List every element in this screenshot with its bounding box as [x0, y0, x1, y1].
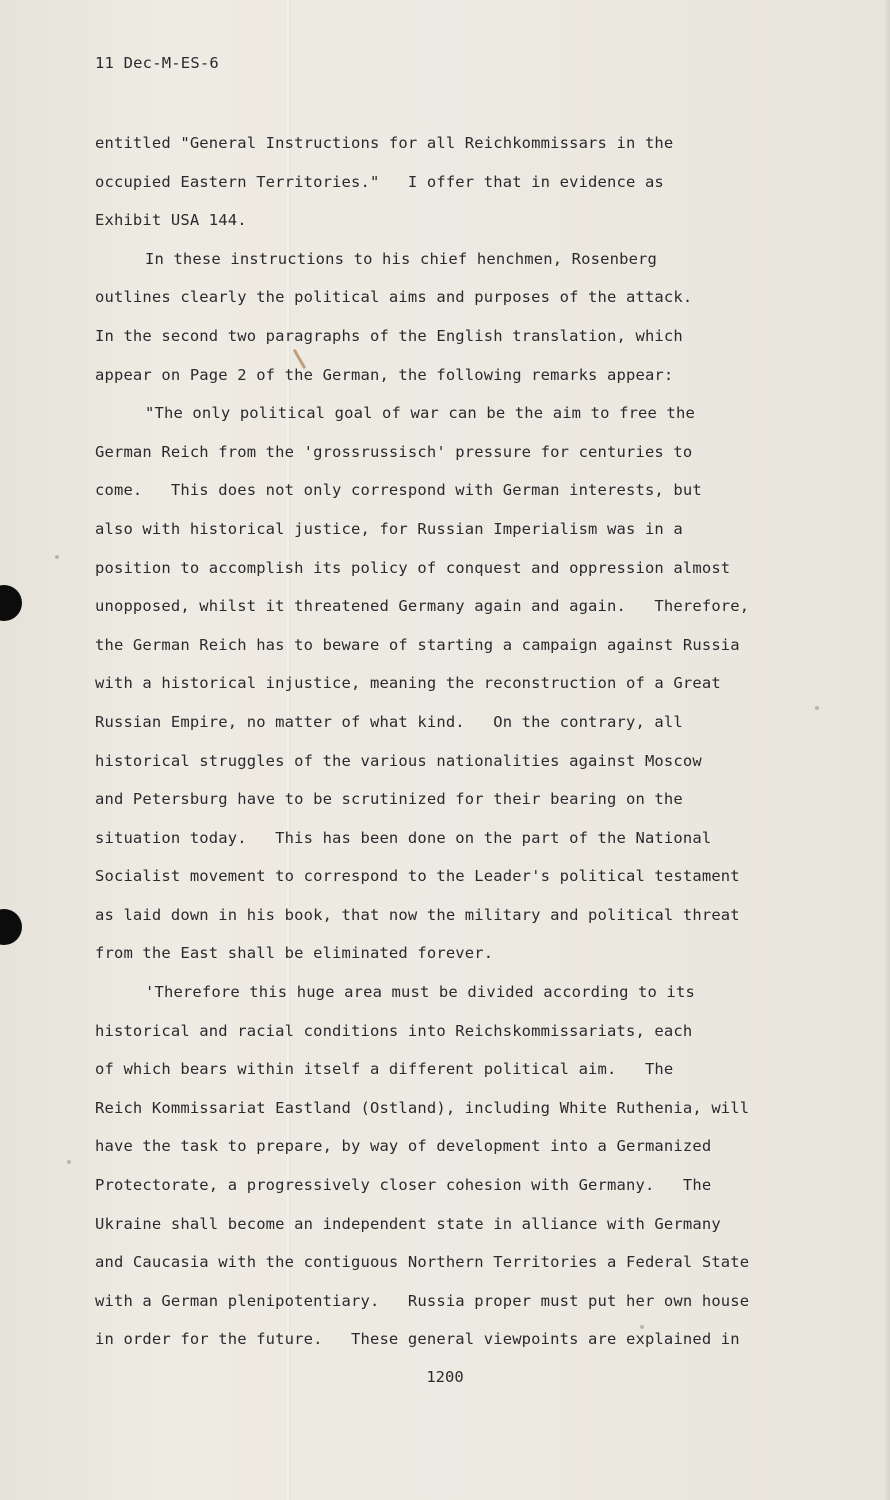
text-line: occupied Eastern Territories." I offer that in evidence as [95, 172, 664, 191]
text-line: with a German plenipotentiary. Russia proper must put her own house [95, 1291, 750, 1310]
text-line: Russian Empire, no matter of what kind. On the contrary, all [95, 712, 683, 731]
page-number: 1200 [426, 1368, 464, 1386]
text-line: from the East shall be eliminated forever. [95, 944, 494, 963]
text-line: Socialist movement to correspond to the Leader's political testament [95, 867, 740, 886]
text-line: also with historical justice, for Russian Imperialism was in a [95, 519, 683, 538]
text-line: in order for the future. These general viewpoints are explained in [95, 1330, 740, 1349]
text-line: Protectorate, a progressively closer cohesion with Germany. The [95, 1176, 712, 1195]
text-line: the German Reich has to beware of starting a campaign against Russia [95, 635, 740, 654]
text-line: as laid down in his book, that now the military and political threat [95, 905, 740, 924]
text-line: entitled "General Instructions for all Reichkommissars in the [95, 134, 674, 152]
text-line: 'Therefore this huge area must be divided according to its [145, 983, 695, 1002]
text-line: appear on Page 2 of the German, the following remarks appear: [95, 365, 674, 384]
text-line: Ukraine shall become an independent state in alliance with Germany [95, 1214, 721, 1233]
text-line: Exhibit USA 144. [95, 211, 247, 230]
text-line: have the task to prepare, by way of development into a Germanized [95, 1137, 712, 1156]
text-line: In these instructions to his chief henchmen, Rosenberg [145, 249, 658, 268]
text-line: come. This does not only correspond with German interests, but [95, 481, 702, 500]
text-line: historical and racial conditions into Reichskommissariats, each [95, 1021, 693, 1040]
text-line: position to accomplish its policy of conquest and oppression almost [95, 558, 731, 577]
text-line: historical struggles of the various nationalities against Moscow [95, 751, 702, 770]
punch-hole-icon [0, 585, 22, 621]
text-line: of which bears within itself a different political aim. The [95, 1060, 674, 1079]
paper-speck [55, 555, 59, 559]
text-line: with a historical injustice, meaning the reconstruction of a Great [95, 674, 721, 693]
page-edge-shadow [884, 0, 890, 1500]
text-line: outlines clearly the political aims and purposes of the attack. [95, 288, 693, 307]
text-line: situation today. This has been done on the part of the National [95, 828, 712, 847]
text-line: unopposed, whilst it threatened Germany again and again. Therefore, [95, 597, 750, 616]
paper-speck [815, 706, 819, 710]
document-code: 11 Dec-M-ES-6 [95, 54, 219, 72]
paper-speck [67, 1160, 71, 1164]
document-body [95, 124, 785, 1359]
text-line: "The only political goal of war can be the aim to free the [145, 404, 695, 423]
text-line: and Petersburg have to be scrutinized for their bearing on the [95, 790, 683, 809]
text-line: and Caucasia with the contiguous Northern Territories a Federal State [95, 1253, 750, 1272]
text-line: In the second two paragraphs of the English translation, which [95, 326, 683, 345]
punch-hole-icon [0, 909, 22, 945]
text-line: German Reich from the 'grossrussisch' pressure for centuries to [95, 442, 693, 461]
text-line: Reich Kommissariat Eastland (Ostland), including White Ruthenia, will [95, 1098, 750, 1117]
